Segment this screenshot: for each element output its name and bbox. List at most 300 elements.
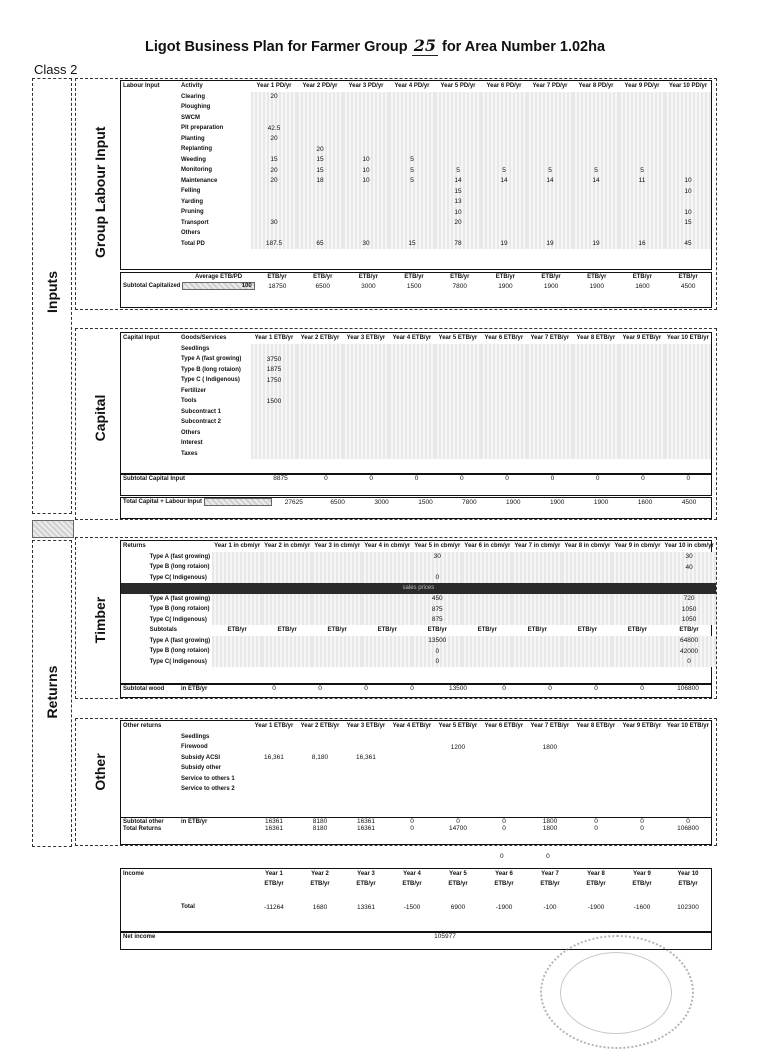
value-cell (343, 386, 389, 397)
value-cell (262, 657, 312, 668)
value-cell (665, 449, 711, 460)
value-cell: 16361 (356, 825, 376, 832)
value-cell (343, 186, 389, 197)
value-cell (297, 207, 343, 218)
value-cell (435, 428, 481, 439)
value-cell (435, 144, 481, 155)
value-cell: 1500 (418, 498, 433, 506)
value-cell: 16361 (264, 825, 284, 832)
value-cell: 1200 (450, 743, 466, 751)
blank-cell (121, 344, 179, 355)
value-cell (435, 386, 481, 397)
header-row (121, 541, 716, 552)
value-cell (527, 228, 573, 239)
value-cell (573, 438, 619, 449)
table-row (121, 134, 711, 145)
value-cell: 4500 (681, 498, 697, 506)
unit-header: ETB/yr (267, 274, 287, 281)
value-cell (619, 207, 665, 218)
value-cell: 0 (640, 825, 644, 832)
value-cell: 0 (550, 475, 555, 482)
value-cell: 8875 (273, 475, 288, 482)
value-cell (343, 218, 389, 229)
value-cell (343, 417, 389, 428)
value-cell (512, 636, 562, 647)
value-cell: 42.5 (251, 123, 297, 134)
table-row (121, 784, 711, 795)
row-label: Type A (fast growing) (149, 595, 211, 602)
value-cell (435, 365, 481, 376)
unit-header: ETB/yr (577, 626, 598, 633)
value-cell (262, 636, 312, 647)
value-cell: 7800 (462, 498, 477, 506)
row-label: Total PD (181, 240, 205, 247)
capital-label: Capital (92, 394, 108, 442)
value-cell: 1600 (637, 498, 653, 506)
row-label: Ploughing (181, 104, 211, 111)
value-cell (212, 657, 262, 668)
value-cell (462, 604, 512, 615)
table-row (121, 594, 716, 605)
blank-cell (121, 657, 148, 668)
blank-cell (121, 186, 179, 197)
labour-table (120, 80, 712, 270)
value-cell: 5 (389, 176, 435, 187)
row-label: Seedlings (180, 733, 210, 740)
value-cell (362, 646, 412, 657)
value-cell (619, 186, 665, 197)
value-cell: 1500 (251, 396, 297, 407)
value-cell: 1800 (542, 818, 558, 825)
value-cell: 0 (640, 818, 644, 825)
year-header: Year 1 ETB/yr (254, 334, 294, 341)
value-cell (573, 354, 619, 365)
value-cell: 0 (364, 685, 368, 692)
value-cell (389, 354, 435, 365)
value-cell (212, 615, 262, 626)
year-header: Year 7 ETB/yr (530, 334, 570, 341)
year-header: Year 3 in cbm/yr (314, 542, 361, 549)
row-label: Type C( Indigenous) (149, 616, 207, 623)
value-cell: 0 (505, 475, 509, 482)
capital-total (120, 497, 712, 519)
value-cell (612, 615, 662, 626)
title-text: Ligot Business Plan for Farmer Group (145, 39, 408, 55)
value-cell (251, 732, 297, 743)
value-cell (389, 407, 435, 418)
table-row (121, 562, 716, 573)
year-header: Year 7 ETB/yr (530, 722, 570, 729)
net-income-label: Net income (123, 933, 156, 940)
value-cell: 106800 (677, 685, 699, 692)
year-header: Year 10 ETB/yr (666, 334, 709, 341)
value-cell (297, 386, 343, 397)
value-cell (562, 657, 612, 668)
value-cell: 10 (435, 207, 481, 218)
value-cell (527, 354, 573, 365)
value-cell (619, 753, 665, 764)
value-cell: 0 (548, 685, 552, 692)
table-row (121, 176, 711, 187)
value-cell (619, 354, 665, 365)
value-cell: 0 (594, 685, 598, 692)
value-cell (512, 552, 562, 563)
value-cell (412, 562, 462, 573)
table-row (121, 636, 716, 647)
value-cell: 19 (573, 239, 619, 250)
value-cell: 14 (435, 176, 481, 187)
value-cell (312, 615, 362, 626)
value-cell (481, 753, 527, 764)
value-cell: 20 (251, 165, 297, 176)
value-cell (262, 646, 312, 657)
year-header: Year 8 ETB/yr (576, 334, 616, 341)
value-cell (481, 344, 527, 355)
value-cell (562, 615, 612, 626)
value-cell: 8180 (312, 818, 328, 825)
value-cell (262, 615, 312, 626)
value-cell: 1900 (593, 498, 609, 506)
value-cell (572, 852, 616, 861)
value-cell (297, 365, 343, 376)
blank-cell (121, 636, 148, 647)
table-row (121, 428, 711, 439)
value-cell: 13500 (412, 636, 462, 647)
value-cell (527, 218, 573, 229)
value-cell (527, 102, 573, 113)
year-header: Year 2 PD/yr (302, 82, 338, 89)
value-cell (512, 594, 562, 605)
year-header: Year 8 ETB/yr (576, 722, 616, 729)
value-cell: 11 (619, 176, 665, 187)
value-cell: 5 (573, 165, 619, 176)
value-cell (573, 732, 619, 743)
value-cell (481, 354, 527, 365)
value-cell (481, 186, 527, 197)
header-row (121, 81, 711, 92)
value-cell (562, 594, 612, 605)
value-cell (573, 134, 619, 145)
table-row (121, 239, 711, 250)
value-cell (343, 732, 389, 743)
value-cell (435, 417, 481, 428)
value-cell: 1750 (251, 375, 297, 386)
value-cell (665, 344, 711, 355)
value-cell (562, 552, 612, 563)
value-cell (297, 113, 343, 124)
value-cell (527, 396, 573, 407)
value-cell: -100 (543, 903, 557, 911)
value-cell (619, 407, 665, 418)
table-row (121, 123, 711, 134)
table-row (121, 615, 716, 626)
value-cell (665, 155, 711, 166)
value-cell (619, 763, 665, 774)
value-cell (573, 197, 619, 208)
value-cell (512, 562, 562, 573)
value-cell: 7800 (452, 282, 467, 290)
year-header: Year 9 in cbm/yr (614, 542, 661, 549)
blank-cell (121, 428, 179, 439)
value-cell: -1500 (403, 903, 421, 911)
row-label: Others (181, 230, 201, 237)
value-cell (297, 218, 343, 229)
value-cell (435, 123, 481, 134)
value-cell (619, 344, 665, 355)
value-cell (573, 144, 619, 155)
value-cell (612, 594, 662, 605)
value-cell (435, 354, 481, 365)
value-cell: 27625 (284, 498, 303, 506)
avg-etb-value: 100 (183, 283, 254, 290)
row-label: Type C( Indigenous) (149, 574, 207, 581)
value-cell (481, 428, 527, 439)
year-header: Year 4 ETB/yr (392, 334, 432, 341)
value-cell (250, 852, 294, 861)
title-suffix: for Area Number 1.02ha (441, 39, 606, 55)
unit-header: ETB/yr (586, 881, 606, 888)
year-header: Year 9 ETB/yr (622, 334, 662, 341)
value-cell (435, 134, 481, 145)
row-label: Firewood (180, 744, 208, 751)
value-cell: 4500 (680, 282, 696, 290)
value-cell (619, 732, 665, 743)
value-cell: 15 (435, 186, 481, 197)
value-cell (527, 155, 573, 166)
value-cell (343, 344, 389, 355)
value-cell: 5 (435, 165, 481, 176)
value-cell (297, 438, 343, 449)
column-header: Returns (123, 542, 146, 549)
blank-cell (121, 197, 179, 208)
value-cell (343, 784, 389, 795)
labour-subtotal (120, 272, 712, 308)
value-cell (297, 742, 343, 753)
value-cell (562, 562, 612, 573)
value-cell (665, 428, 711, 439)
value-cell (619, 449, 665, 460)
value-cell (251, 102, 297, 113)
value-cell: 0 (662, 657, 715, 668)
value-cell: 0 (595, 475, 600, 482)
year-header: Year 4 ETB/yr (392, 722, 432, 729)
row-label: Seedlings (180, 345, 210, 352)
value-cell (665, 438, 711, 449)
value-cell (573, 207, 619, 218)
value-cell (619, 113, 665, 124)
unit-header: ETB/yr (495, 274, 516, 281)
value-cell (389, 113, 435, 124)
blank-cell (121, 732, 179, 743)
year-header: Year 6 ETB/yr (484, 722, 524, 729)
value-cell (251, 144, 297, 155)
value-cell: 1800 (542, 743, 558, 751)
blank-cell (121, 594, 148, 605)
blank-cell (179, 869, 251, 880)
row-label: Type A (fast growing) (149, 637, 211, 644)
value-cell (665, 763, 711, 774)
value-cell (512, 573, 562, 584)
year-header: Year 2 (311, 870, 329, 877)
value-cell (481, 134, 527, 145)
unit-header: ETB/yr (264, 881, 284, 888)
blank-cell (179, 852, 248, 861)
unit-header: ETB/yr (678, 881, 698, 888)
value-cell: 1600 (635, 282, 650, 290)
value-cell (619, 197, 665, 208)
table-row (121, 344, 711, 355)
value-cell (389, 396, 435, 407)
row-label: Fertilizer (180, 387, 206, 394)
value-cell (212, 562, 262, 573)
inputs-label: Inputs (44, 271, 60, 313)
timber-label: Timber (92, 596, 108, 644)
value-cell (665, 386, 711, 397)
value-cell: 16,361 (355, 754, 376, 762)
value-row (121, 902, 711, 913)
value-cell (573, 774, 619, 785)
unit-header: ETB/yr (313, 274, 333, 281)
value-cell: 0 (272, 685, 276, 692)
blank-cell (121, 176, 179, 187)
value-cell: 5 (527, 165, 573, 176)
value-cell: 3750 (251, 354, 297, 365)
unit-header: ETB/yr (377, 626, 397, 633)
value-cell (665, 134, 711, 145)
value-cell (362, 657, 412, 668)
value-cell (312, 604, 362, 615)
row-label: Tools (180, 398, 197, 405)
value-cell (665, 753, 711, 764)
row-label: Interest (180, 440, 203, 447)
blank-cell (121, 763, 179, 774)
blank-cell (121, 573, 148, 584)
value-cell: 45 (665, 239, 711, 250)
blank-cell (121, 552, 148, 563)
value-cell (562, 604, 612, 615)
value-cell (481, 784, 527, 795)
row-label: Weeding (181, 156, 206, 163)
value-cell (251, 774, 297, 785)
year-header: Year 4 (403, 870, 421, 877)
unit-header: ETB/yr (540, 881, 560, 888)
subtotals-label: Subtotals (149, 626, 178, 633)
row-label: Subtotal wood (123, 685, 165, 692)
value-cell: 20 (251, 92, 297, 103)
value-cell (297, 92, 343, 103)
unit-header: ETB/yr (356, 881, 376, 888)
value-cell: 0 (686, 475, 691, 482)
net-income-value: 105977 (434, 933, 456, 940)
value-cell (665, 165, 711, 176)
header-row (121, 721, 711, 732)
row-label: Type A (fast growing) (149, 553, 211, 560)
table-row (121, 165, 711, 176)
value-cell (389, 774, 435, 785)
value-cell (612, 552, 662, 563)
value-row (121, 685, 711, 692)
value-cell (481, 207, 527, 218)
value-cell: 78 (435, 239, 481, 250)
value-cell: 1680 (312, 903, 328, 911)
value-cell: 0 (410, 818, 414, 825)
blank-cell (121, 604, 148, 615)
row-label: Subtotal other (123, 818, 164, 825)
value-cell (435, 344, 481, 355)
value-cell (389, 417, 435, 428)
row-label: Type B (long rotaion) (149, 564, 210, 571)
other-below-row (120, 850, 710, 862)
value-cell (435, 449, 481, 460)
value-cell (251, 417, 297, 428)
value-cell (619, 417, 665, 428)
value-cell: 187.5 (251, 239, 297, 250)
value-cell (343, 207, 389, 218)
value-cell (435, 784, 481, 795)
value-cell (562, 636, 612, 647)
value-cell (573, 123, 619, 134)
value-cell: 0 (686, 818, 690, 825)
value-cell (481, 449, 527, 460)
value-cell: 42000 (662, 646, 715, 657)
value-cell: 0 (318, 685, 322, 692)
other-subtotal (120, 817, 712, 845)
value-cell: -1900 (495, 903, 513, 911)
row-label: Taxes (180, 450, 198, 457)
value-cell (297, 396, 343, 407)
value-cell (665, 407, 711, 418)
value-cell (251, 784, 297, 795)
row-label: Yarding (181, 198, 204, 205)
year-header: Year 2 ETB/yr (300, 334, 340, 341)
row-label: Service to others 1 (180, 775, 235, 782)
value-cell (512, 646, 562, 657)
value-cell (362, 636, 412, 647)
value-cell (573, 742, 619, 753)
value-cell (527, 417, 573, 428)
value-cell: 1900 (543, 282, 559, 290)
spacer-row (121, 890, 711, 902)
value-cell (251, 742, 297, 753)
year-header: Year 3 PD/yr (348, 82, 384, 89)
value-cell (612, 657, 662, 668)
value-cell (343, 123, 389, 134)
value-cell (664, 852, 708, 861)
year-header: Year 1 ETB/yr (254, 722, 294, 729)
value-cell (362, 615, 412, 626)
row-label: Subcontract 2 (180, 419, 221, 426)
unit-header: ETB/yr (678, 274, 698, 281)
table-row (121, 742, 711, 753)
value-cell (665, 774, 711, 785)
value-cell: 13500 (448, 685, 468, 692)
value-cell: 15 (665, 218, 711, 229)
value-cell: 14 (527, 176, 573, 187)
value-cell: 14 (573, 176, 619, 187)
table-row (121, 753, 711, 764)
value-cell (462, 657, 512, 668)
value-cell (462, 573, 512, 584)
year-header: Year 3 ETB/yr (346, 722, 386, 729)
row-label: Service to others 2 (180, 786, 235, 793)
value-cell (612, 604, 662, 615)
value-cell (343, 113, 389, 124)
year-header: Year 3 (357, 870, 375, 877)
unit-header: ETB/yr (494, 881, 514, 888)
value-cell (619, 155, 665, 166)
value-cell (481, 228, 527, 239)
row-unit: Total (181, 904, 195, 911)
